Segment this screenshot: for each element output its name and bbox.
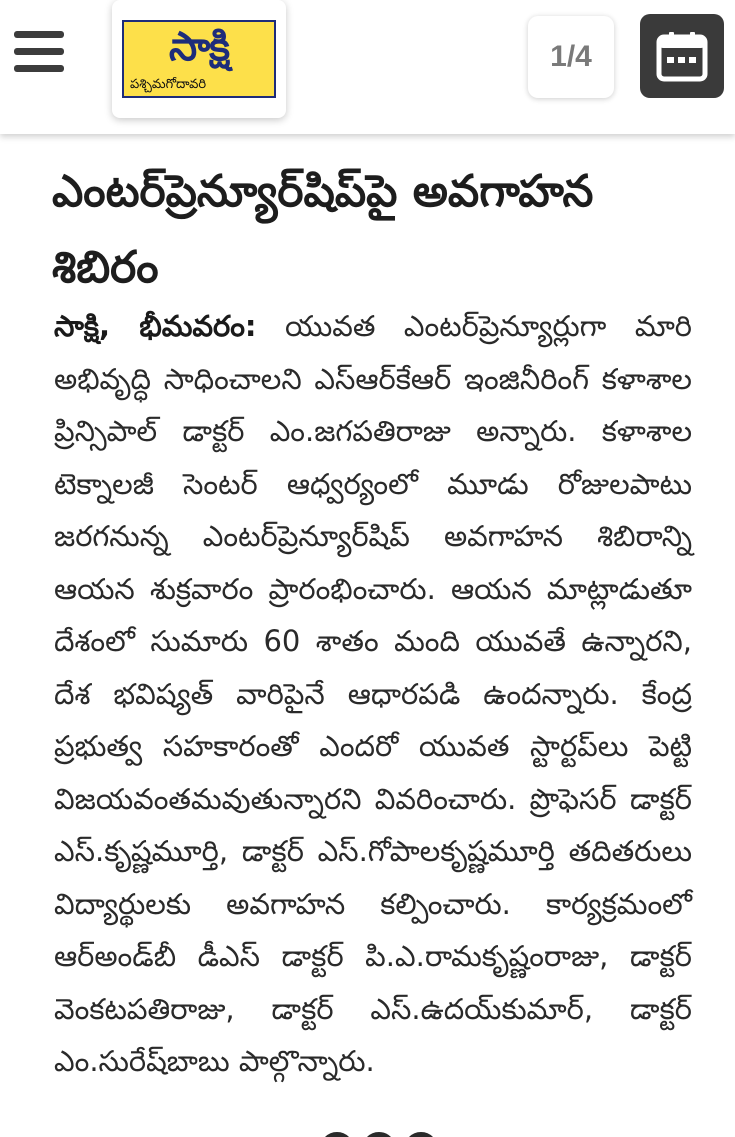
article xyxy=(0,134,735,1137)
logo-box xyxy=(122,20,276,98)
next-article-peek xyxy=(300,1126,460,1137)
logo-brand-text: సాక్షి xyxy=(168,24,230,70)
logo-edition-text: పశ్చిమగోదావరి xyxy=(130,77,207,92)
article-headline: ఎంటర్‌ప్రెన్యూర్‌షిప్‌పై అవగాహన శిబిరం xyxy=(52,166,594,293)
sakshi-logo[interactable] xyxy=(112,0,286,118)
article-body xyxy=(54,300,692,1088)
hamburger-menu-icon[interactable] xyxy=(12,28,68,76)
article-body-text: యువత ఎంటర్‌ప్రెన్యూర్లుగా మారి అభివృద్ధి సాధించాలని ఎస్‌ఆర్‌కేఆర్‌ ఇంజినీరింగ్‌ కళాశాల ప్రిన్సిపాల్‌ డాక్టర్‌ ఎం.జగపతిరాజు అన్నారు. కళాశాల టెక్నాలజీ సెంటర్‌ ఆధ్వర్యంలో మూడు రోజులపాటు జరగనున్న ఎంటర్‌ప్రెన్యూర్‌షిప్‌ అవగాహన శిబిరాన్ని ఆయన శుక్రవారం ప్రారంభించారు. ఆయన మాట్లాడుతూ దేశంలో సుమారు 60 శాతం మంది యువతే ఉన్నారని, దేశ భవిష్యత్‌ వారిపైనే ఆధారపడి ఉందన్నారు. కేంద్ర ప్రభుత్వ సహకారంతో ఎందరో యువత స్టార్టప్‌లు పెట్టి విజయవంతమవుతున్నారని వివరించారు. ప్రొఫెసర్‌ డాక్టర్‌ ఎస్‌.కృష్ణమూర్తి, డాక్టర్‌ ఎస్‌.గోపాలకృష్ణమూర్తి తదితరులు విద్యార్థులకు అవగాహన కల్పించారు. కార్యక్రమంలో ఆర్‌అండ్‌బీ డీఎస్‌ డాక్టర్‌ పి.ఎ.రామకృష్ణంరాజు, డాక్టర్‌ వెంకటపతిరాజు, డాక్టర్‌ ఎస్‌.ఉదయ్‌కుమార్‌, డాక్టర్‌ ఎం.సురేష్‌బాబు పాల్గొన్నారు. xyxy=(54,309,693,1078)
calendar-button[interactable] xyxy=(640,14,724,98)
article-dateline: సాక్షి, భీమవరం: xyxy=(54,309,257,343)
top-bar xyxy=(0,0,735,134)
page-indicator: 1/4 xyxy=(528,16,614,98)
calendar-icon xyxy=(654,28,710,84)
